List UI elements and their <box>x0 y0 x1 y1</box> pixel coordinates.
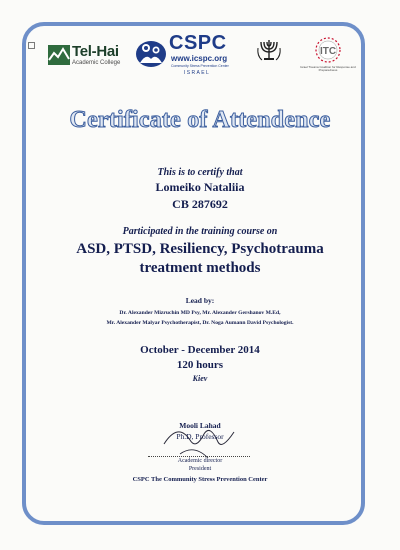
itc-name: ITC <box>319 46 337 57</box>
participated-line: Participated in the training course on <box>122 226 278 237</box>
itc-caption: Israel Trauma Coalition for Response and Preparedness <box>300 65 356 73</box>
course-city: Kiev <box>192 374 208 383</box>
menorah-emblem <box>256 36 282 70</box>
lead-label: Lead by: <box>185 296 215 305</box>
tel-hai-name: Tel-Hai <box>72 43 119 60</box>
itc-icon <box>296 36 360 66</box>
lead-names-line1: Dr. Alexander Mizruchin MD Psy, Mr. Alexander Gershanov M.Ed, <box>119 310 281 316</box>
course-hours: 120 hours <box>176 359 224 371</box>
itc-logo <box>296 36 360 76</box>
cspc-name: CSPC <box>169 32 227 54</box>
signer-name: Mooli Lahad <box>179 421 221 430</box>
course-dates: October - December 2014 <box>140 344 260 356</box>
cspc-url: www.icspc.org <box>171 54 228 63</box>
signer-degree: Ph.D, Professor <box>176 432 224 441</box>
recipient-name: Lomeiko Nataliia <box>155 180 245 194</box>
tel-hai-icon <box>48 45 70 65</box>
signature-line <box>148 456 250 457</box>
certify-line: This is to certify that <box>157 167 243 178</box>
signer-role-president: President <box>188 466 212 472</box>
tel-hai-logo <box>48 42 130 70</box>
cspc-emblem-icon <box>134 37 168 69</box>
cspc-logo <box>134 34 244 80</box>
menorah-icon <box>256 36 282 62</box>
lead-names-line2: Mr. Alexander Malyar Psychotherapist, Dr. Noga Aumann David Psychologist. <box>106 320 294 326</box>
organization-name: CSPC The Community Stress Prevention Center <box>132 476 268 483</box>
cspc-country: ISRAEL <box>184 70 211 76</box>
cspc-tagline: Community Stress Prevention Center <box>171 64 229 68</box>
tel-hai-subtitle: Academic College <box>72 60 121 66</box>
signer-role-academic: Academic director <box>177 458 223 464</box>
logo-strip <box>44 34 366 80</box>
certificate-title: Certificate of Attendence <box>69 107 331 133</box>
course-title-line1: ASD, PTSD, Resiliency, Psychotrauma <box>76 241 324 257</box>
course-title-line2: treatment methods <box>139 260 261 276</box>
recipient-id: CB 287692 <box>172 197 228 211</box>
corner-mark <box>28 42 35 49</box>
